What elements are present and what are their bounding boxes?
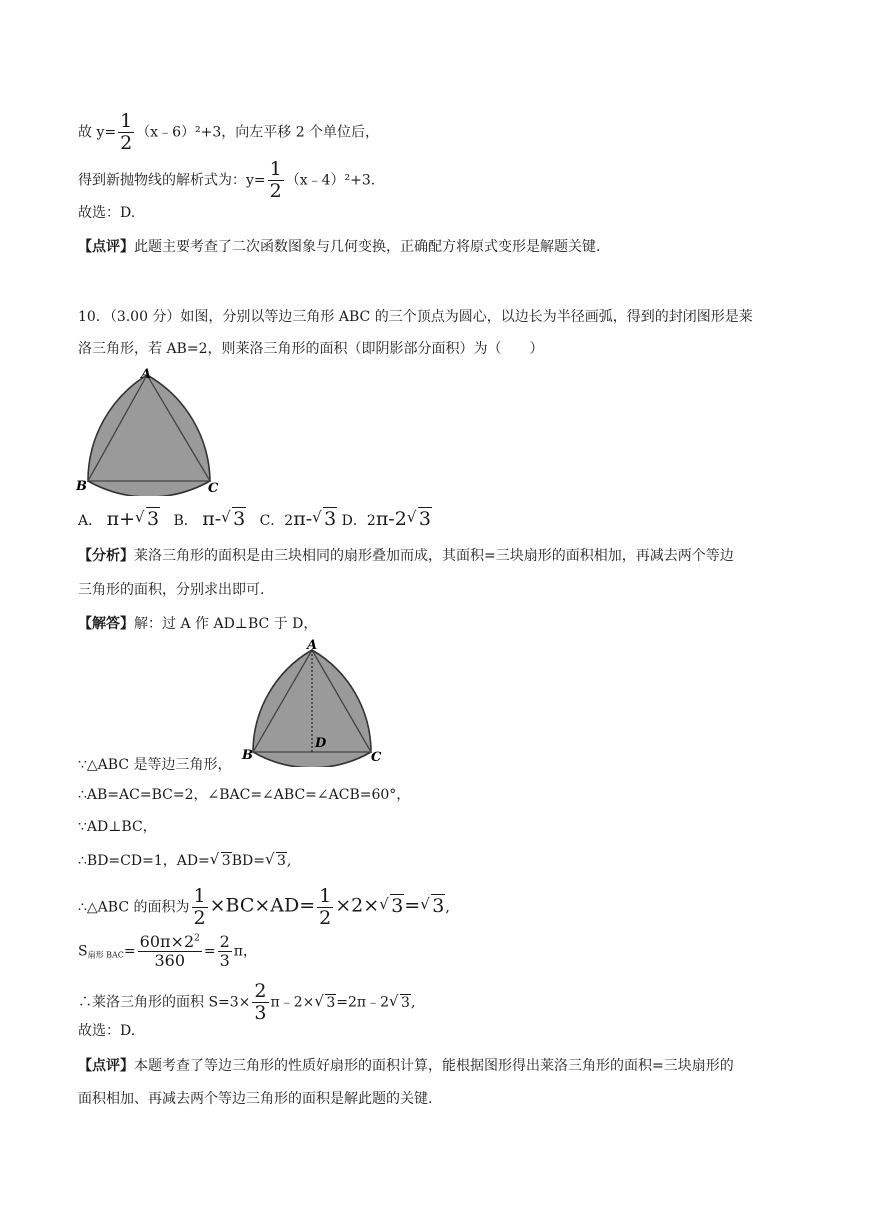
sector-area-fraction — [138, 934, 202, 969]
fraction-denominator: 3 — [219, 951, 230, 970]
sqrt-icon — [390, 993, 411, 1013]
half-fraction — [268, 160, 284, 201]
fraction-denominator: 360 — [154, 951, 186, 970]
option-d-expr: π-2 — [375, 508, 407, 530]
option-c[interactable] — [259, 508, 338, 530]
option-d[interactable] — [341, 508, 432, 530]
sqrt-icon — [315, 993, 336, 1013]
half-fraction — [118, 112, 134, 153]
fraction-numerator: 1 — [193, 885, 206, 907]
sqrt-icon — [313, 509, 337, 529]
step-6 — [78, 934, 257, 969]
q10-stem-line1: 10．（3.00 分）如图，分别以等边三角形 ABC 的三个顶点为圆心，以边长为半径画弧，得到的封闭图形是莱 — [78, 309, 753, 325]
radicand: 3 — [221, 853, 231, 869]
step-5-prefix: ∴△ABC 的面积为 — [78, 899, 190, 916]
sqrt-icon — [421, 896, 445, 916]
fraction-numerator: 2 — [254, 980, 267, 1002]
equals-sign: = — [123, 943, 136, 960]
q10-comment-line2: 面积相加、再减去两个等边三角形的面积是解此题的关键. — [78, 1091, 433, 1107]
step-4 — [78, 851, 291, 871]
comment-text: 本题考查了等边三角形的性质好扇形的面积计算，能根据图形得出莱洛三角形的面积=三块扇形的 — [134, 1058, 734, 1074]
q10-options — [78, 509, 432, 531]
solution-tag: 【解答】 — [78, 616, 134, 632]
prev-choice: 故选：D. — [78, 205, 136, 221]
exponent: 2 — [194, 933, 200, 944]
step-7-prefix: ∴莱洛三角形的面积 S=3× — [78, 994, 251, 1011]
two-thirds-fraction — [218, 934, 232, 969]
analysis-tag: 【分析】 — [78, 548, 134, 564]
radicand: 3 — [326, 994, 336, 1011]
step-5-part-c: = — [404, 894, 421, 917]
fraction-numerator: 1 — [120, 110, 133, 132]
radicand: 3 — [391, 894, 404, 917]
vertex-label-c: C — [371, 750, 382, 765]
sqrt-icon — [380, 896, 404, 916]
step-4-suffix: , — [286, 853, 292, 869]
fraction-denominator: 2 — [193, 907, 206, 929]
option-b-label: B． — [173, 513, 198, 529]
step-6-suffix: π， — [233, 943, 257, 960]
option-a-expr: π+ — [106, 508, 135, 530]
step-5-part-a: ×BC×AD= — [209, 894, 316, 917]
step-1: ∵△ABC 是等边三角形， — [78, 757, 232, 773]
step-4-prefix: ∴BD=CD=1，AD= — [78, 853, 210, 869]
sqrt-icon — [408, 509, 432, 529]
prev-line2 — [78, 160, 375, 201]
sector-subscript: 扇形 BAC — [87, 950, 124, 960]
step-5-suffix: , — [445, 899, 450, 916]
step-5-part-b: ×2× — [335, 894, 380, 917]
step-3: ∵AD⊥BC， — [78, 819, 157, 835]
step-7-middle: π﹣2× — [270, 994, 315, 1011]
area-symbol: S — [78, 943, 88, 960]
prev-line2-suffix: （x﹣4）²+3. — [285, 172, 376, 189]
fraction-denominator: 2 — [319, 907, 332, 929]
step-4-middle: BD= — [231, 853, 265, 869]
step-5 — [78, 887, 450, 928]
sqrt-icon — [136, 509, 160, 529]
half-fraction — [192, 887, 208, 928]
step-7-suffix: , — [410, 994, 416, 1011]
reuleaux-figure-2 — [240, 637, 390, 767]
analysis-line2: 三角形的面积，分别求出即可. — [78, 582, 265, 598]
sqrt-icon — [211, 851, 232, 871]
radicand: 3 — [432, 894, 445, 917]
comment-tag: 【点评】 — [78, 1058, 134, 1074]
prev-comment — [78, 237, 600, 257]
vertex-label-a: A — [141, 367, 152, 382]
fraction-numerator: 1 — [269, 158, 282, 180]
step-7 — [78, 982, 415, 1023]
foot-label-d: D — [315, 736, 327, 751]
prev-line1-prefix: 故 y= — [78, 124, 117, 141]
solution-text: 解：过 A 作 AD⊥BC 于 D， — [134, 616, 318, 632]
equals-sign: = — [203, 943, 216, 960]
option-a[interactable] — [78, 508, 160, 530]
fraction-numerator: 1 — [319, 885, 332, 907]
option-b-expr: π- — [202, 508, 222, 530]
q10-comment-line1 — [78, 1056, 734, 1076]
fraction-numerator: 2 — [219, 932, 230, 951]
q10-choice: 故选：D. — [78, 1023, 136, 1039]
fraction-denominator: 3 — [254, 1002, 267, 1024]
option-d-label: D．2 — [341, 513, 376, 529]
step-7-middle-2: =2π﹣2 — [336, 994, 390, 1011]
option-c-expr: π- — [293, 508, 313, 530]
prev-line1-suffix: （x﹣6）²+3，向左平移 2 个单位后， — [136, 124, 380, 141]
vertex-label-a: A — [307, 638, 318, 653]
radicand: 3 — [233, 508, 246, 530]
analysis-text: 莱洛三角形的面积是由三块相同的扇形叠加而成，其面积=三块扇形的面积相加，再减去两个等边 — [134, 548, 734, 564]
prev-line1 — [78, 112, 379, 153]
prev-line2-prefix: 得到新抛物线的解析式为：y= — [78, 172, 266, 189]
fraction-denominator: 2 — [269, 180, 282, 202]
radicand: 3 — [324, 508, 337, 530]
step-2: ∴AB=AC=BC=2，∠BAC=∠ABC=∠ACB=60°， — [78, 787, 411, 803]
comment-tag: 【点评】 — [78, 239, 134, 255]
two-thirds-fraction — [252, 982, 268, 1023]
solution-intro — [78, 614, 317, 634]
vertex-label-b: B — [242, 748, 253, 763]
fraction-numerator — [138, 934, 202, 952]
radicand: 3 — [276, 853, 286, 869]
comment-text: 此题主要考查了二次函数图象与几何变换，正确配方将原式变形是解题关键. — [134, 239, 601, 255]
radicand: 3 — [401, 994, 410, 1011]
half-fraction — [317, 887, 333, 928]
option-b[interactable] — [173, 508, 246, 530]
reuleaux-shape — [88, 375, 210, 496]
analysis-line1 — [78, 546, 734, 566]
option-c-label: C．2 — [259, 513, 294, 529]
option-a-label: A． — [78, 513, 103, 529]
vertex-label-c: C — [208, 481, 219, 496]
sqrt-icon — [222, 509, 246, 529]
q10-stem-line2: 洛三角形，若 AB=2，则莱洛三角形的面积（即阴影部分面积）为（ ） — [78, 341, 544, 357]
fraction-denominator: 2 — [120, 132, 133, 154]
reuleaux-figure-1 — [74, 366, 224, 496]
sector-numerator-text: 60π×2 — [139, 932, 195, 951]
sqrt-icon — [266, 851, 287, 871]
vertex-label-b: B — [76, 479, 87, 494]
radicand: 3 — [147, 508, 160, 530]
radicand: 3 — [418, 508, 431, 530]
